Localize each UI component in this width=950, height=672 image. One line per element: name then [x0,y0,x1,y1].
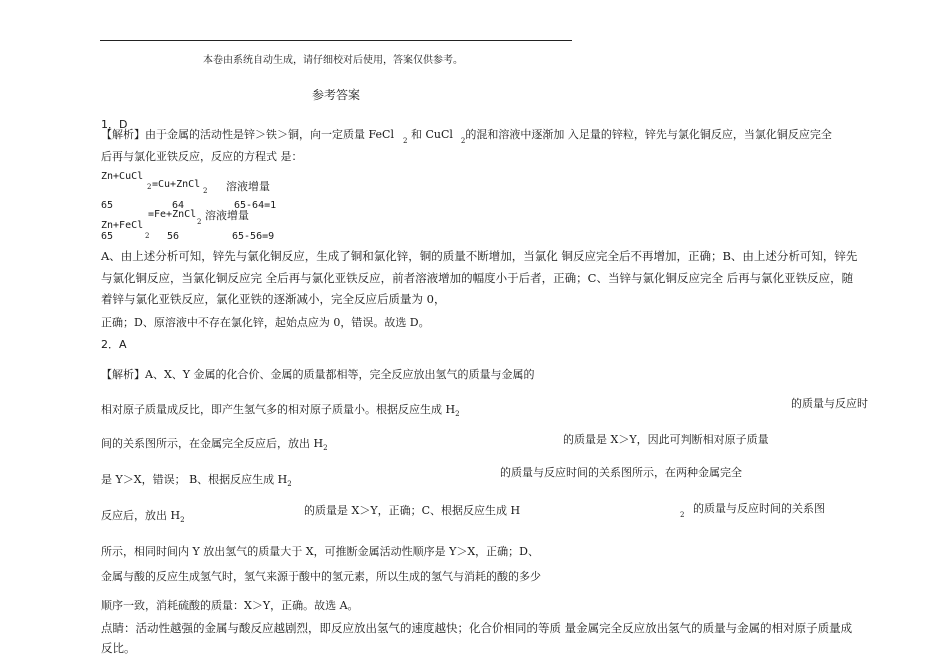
page-title: 参考答案 [312,88,361,102]
eq1-right: =Cu+ZnCl [152,179,201,190]
q1-analysis-text-c: 的混和溶液中逐渐加 入足量的锌粒，锌先与氯化铜反应，当氯化铜反应完全 [465,128,832,141]
q2-line4 [101,471,292,487]
q2-line5-text: 反应后，放出 H [101,509,181,522]
q1-analysis-sub2: 2 [460,137,466,145]
q1-analysis-sub1: 2 [402,137,408,145]
q2-line8: 顺序一致，消耗硫酸的质量：X＞Y，正确。故选 A。 [101,599,359,612]
q2-line5-mid: 的质量是 X＞Y，正确；C、根据反应生成 H [304,504,521,517]
q2-line2-sub: 2 [455,410,460,418]
q2-note: 点睛：活动性越强的金属与酸反应越剧烈，即反应放出氢气的速度越快；化合价相同的等质 量金属完全反应放出氢气的质量与金属的相对原子质量成反比。 [101,621,853,655]
q2-line3-text: 间的关系图所示，在金属完全反应后，放出 H [101,437,324,450]
q2-line2-text: 相对原子质量成反比，即产生氢气多的相对原子质量小。根据反应生成 H [101,403,456,416]
q2-line1: 【解析】A、X、Y 金属的化合价、金属的质量都相等，完全反应放出氢气的质量与金属的 [101,368,535,381]
q2-line5-right: 的质量与反应时间的关系图 [693,502,825,515]
eq2-sub: 2 [145,232,150,240]
eq2-mass-fe: 56 [167,231,180,242]
q1-body: A、由上述分析可知，锌先与氯化铜反应，生成了铜和氯化锌，铜的质量不断增加，当氯化 铜反应完全后不再增加，正确；B、由上述分析可知，锌先与氯化铜反应，当氯化铜反应完 全后再与氯化亚铁反应，前者溶液增加的幅度小于后者，正确；C、当锌与氯化铜反应完全 后再与氯化亚铁反应，随着锌与氯化亚铁反应，氯化亚铁的逐渐减小，完全反应后质量为 0， [101,249,858,306]
eq2-increase-value: 65-56=9 [232,231,275,242]
q1-analysis-line1 [101,126,832,145]
eq1-mass-zn: 65 [101,200,114,211]
q2-number: 2．A [101,338,127,351]
eq1-increase-value: 65-64=1 [234,200,277,211]
q2-line5-sub2: 2 [680,511,685,519]
q1-analysis-line2: 后再与氯化亚铁反应，反应的方程式 是： [101,150,303,163]
header-notice: 本卷由系统自动生成，请仔细校对后使用，答案仅供参考。 [203,55,463,66]
q2-line3-sub: 2 [323,444,328,452]
eq1-increase-label: 溶液增量 [226,180,270,193]
eq2-right: =Fe+ZnCl [148,209,197,220]
eq2-left: Zn+FeCl [101,220,144,231]
eq2-increase-label: 溶液增量 [205,209,249,222]
q2-line6: 所示，相同时间内 Y 放出氢气的质量大于 X，可推断金属活动性顺序是 Y＞X，正确；D、 [101,545,539,558]
header-rule [100,40,572,41]
q1-conclusion: 正确；D、原溶液中不存在氯化锌，起始点应为 0，错误。故选 D。 [101,316,430,329]
q2-line3-right: 的质量是 X＞Y，因此可判断相对原子质量 [563,433,769,446]
q1-analysis-text-b: 和 CuCl [410,128,453,141]
q2-line2 [101,401,460,417]
q2-line4-right: 的质量与反应时间的关系图所示，在两种金属完全 [500,466,742,479]
eq2-mass-zn: 65 [101,231,114,242]
q2-line4-text: 是 Y＞X，错误； B、根据反应生成 H [101,473,288,486]
eq1-left: Zn+CuCl [101,171,144,182]
eq1-sub2: 2 [203,187,208,195]
q1-number: 1．D [101,118,128,131]
q2-line5 [101,507,185,523]
q2-line7: 金属与酸的反应生成氢气时，氢气来源于酸中的氢元素，所以生成的氢气与消耗的酸的多少 [101,570,541,583]
eq1-mass-cu: 64 [172,200,185,211]
q2-line2-right: 的质量与反应时 [791,397,868,410]
q2-line3 [101,435,328,451]
eq2-sub2: 2 [197,218,202,226]
q2-line5-sub: 2 [180,516,185,524]
q2-line4-sub: 2 [287,480,292,488]
q1-analysis-text-a: 【解析】由于金属的活动性是锌＞铁＞铜，向一定质量 FeCl [101,128,394,141]
eq1-sub: 2 [147,183,152,191]
